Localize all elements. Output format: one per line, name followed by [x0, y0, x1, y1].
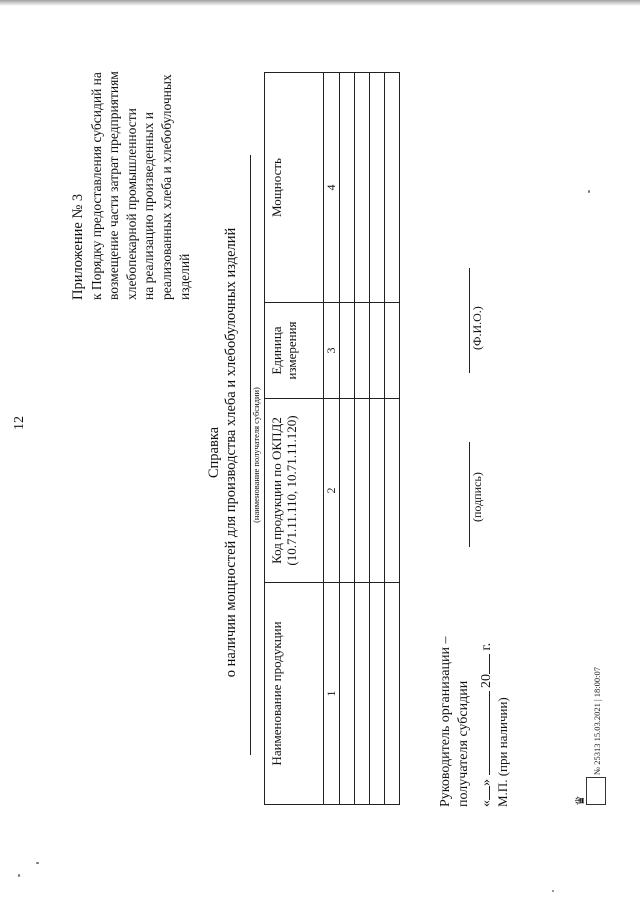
- appendix-line: хлебопекарной промышленности: [123, 108, 139, 300]
- signatory-line: получателя субсидии: [456, 680, 471, 807]
- table-cell: [385, 73, 400, 303]
- table-cell: [340, 303, 355, 399]
- table-cell: [385, 399, 400, 583]
- table-cell: [355, 583, 370, 805]
- table-cell: [355, 303, 370, 399]
- table-row: [370, 73, 385, 805]
- stamp-note: М.П. (при наличии): [495, 697, 510, 807]
- table-cell: [340, 73, 355, 303]
- table-cell: [385, 583, 400, 805]
- appendix-line: возмещение части затрат предприятиям: [106, 71, 122, 300]
- appendix-line: к Порядку предоставления субсидий на: [88, 72, 104, 300]
- table-cell: [355, 399, 370, 583]
- table-row: [385, 73, 400, 805]
- table-cell: [370, 583, 385, 805]
- date-row: [477, 643, 495, 807]
- column-number: 4: [324, 73, 340, 303]
- registration-footer: № 25313 15.03.2021 | 18:00:07: [592, 666, 602, 775]
- document-logo: [573, 777, 606, 806]
- table-header-row: [265, 73, 324, 805]
- table-cell: [355, 73, 370, 303]
- header-unit: Единица измерения: [265, 303, 324, 399]
- table-cell: [340, 399, 355, 583]
- header-product-name: Наименование продукции: [265, 583, 324, 805]
- table-row: [340, 73, 355, 805]
- date-year-prefix: 20: [479, 674, 494, 688]
- document-title: Справка: [206, 426, 222, 479]
- column-number: 1: [324, 583, 340, 805]
- table-cell: [385, 303, 400, 399]
- date-year-suffix: г.: [479, 642, 494, 651]
- header-okpd2-code: Код продукции по ОКПД2 (10.71.11.110, 10.71.11.120): [265, 399, 324, 583]
- signature-caption: (подпись): [470, 472, 484, 522]
- appendix-line: реализованных хлеба и хлебобулочных: [158, 74, 174, 300]
- document-heading: [206, 130, 240, 775]
- document-subtitle: о наличии мощностей для производства хлеба и хлебобулочных изделий: [223, 227, 239, 678]
- signatory-title: [437, 637, 473, 807]
- name-caption: (Ф.И.О.): [470, 306, 484, 350]
- page-number: 12: [12, 416, 27, 430]
- date-close-quote: »: [479, 779, 494, 786]
- date-open-quote: «: [479, 800, 494, 807]
- date-month-blank: [477, 692, 490, 776]
- table-cell: [340, 583, 355, 805]
- appendix-line: изделий: [176, 253, 192, 300]
- table-row: [355, 73, 370, 805]
- table-cell: [370, 303, 385, 399]
- column-number: 3: [324, 303, 340, 399]
- table-cell: [370, 73, 385, 303]
- date-year-blank: [477, 654, 490, 674]
- signatory-line: Руководитель организации –: [438, 636, 453, 807]
- emblem-icon: ♛: [573, 795, 587, 806]
- appendix-block: [70, 20, 193, 300]
- production-capacity-table: [264, 72, 400, 805]
- recipient-caption: (наименование получателя субсидии): [251, 387, 261, 523]
- table-cell: [370, 399, 385, 583]
- column-number-row: [324, 73, 340, 805]
- date-day-blank: [477, 786, 490, 800]
- appendix-title: Приложение № 3: [70, 193, 86, 300]
- appendix-line: на реализацию произведенных и: [141, 112, 157, 300]
- column-number: 2: [324, 399, 340, 583]
- header-capacity: Мощность: [265, 73, 324, 303]
